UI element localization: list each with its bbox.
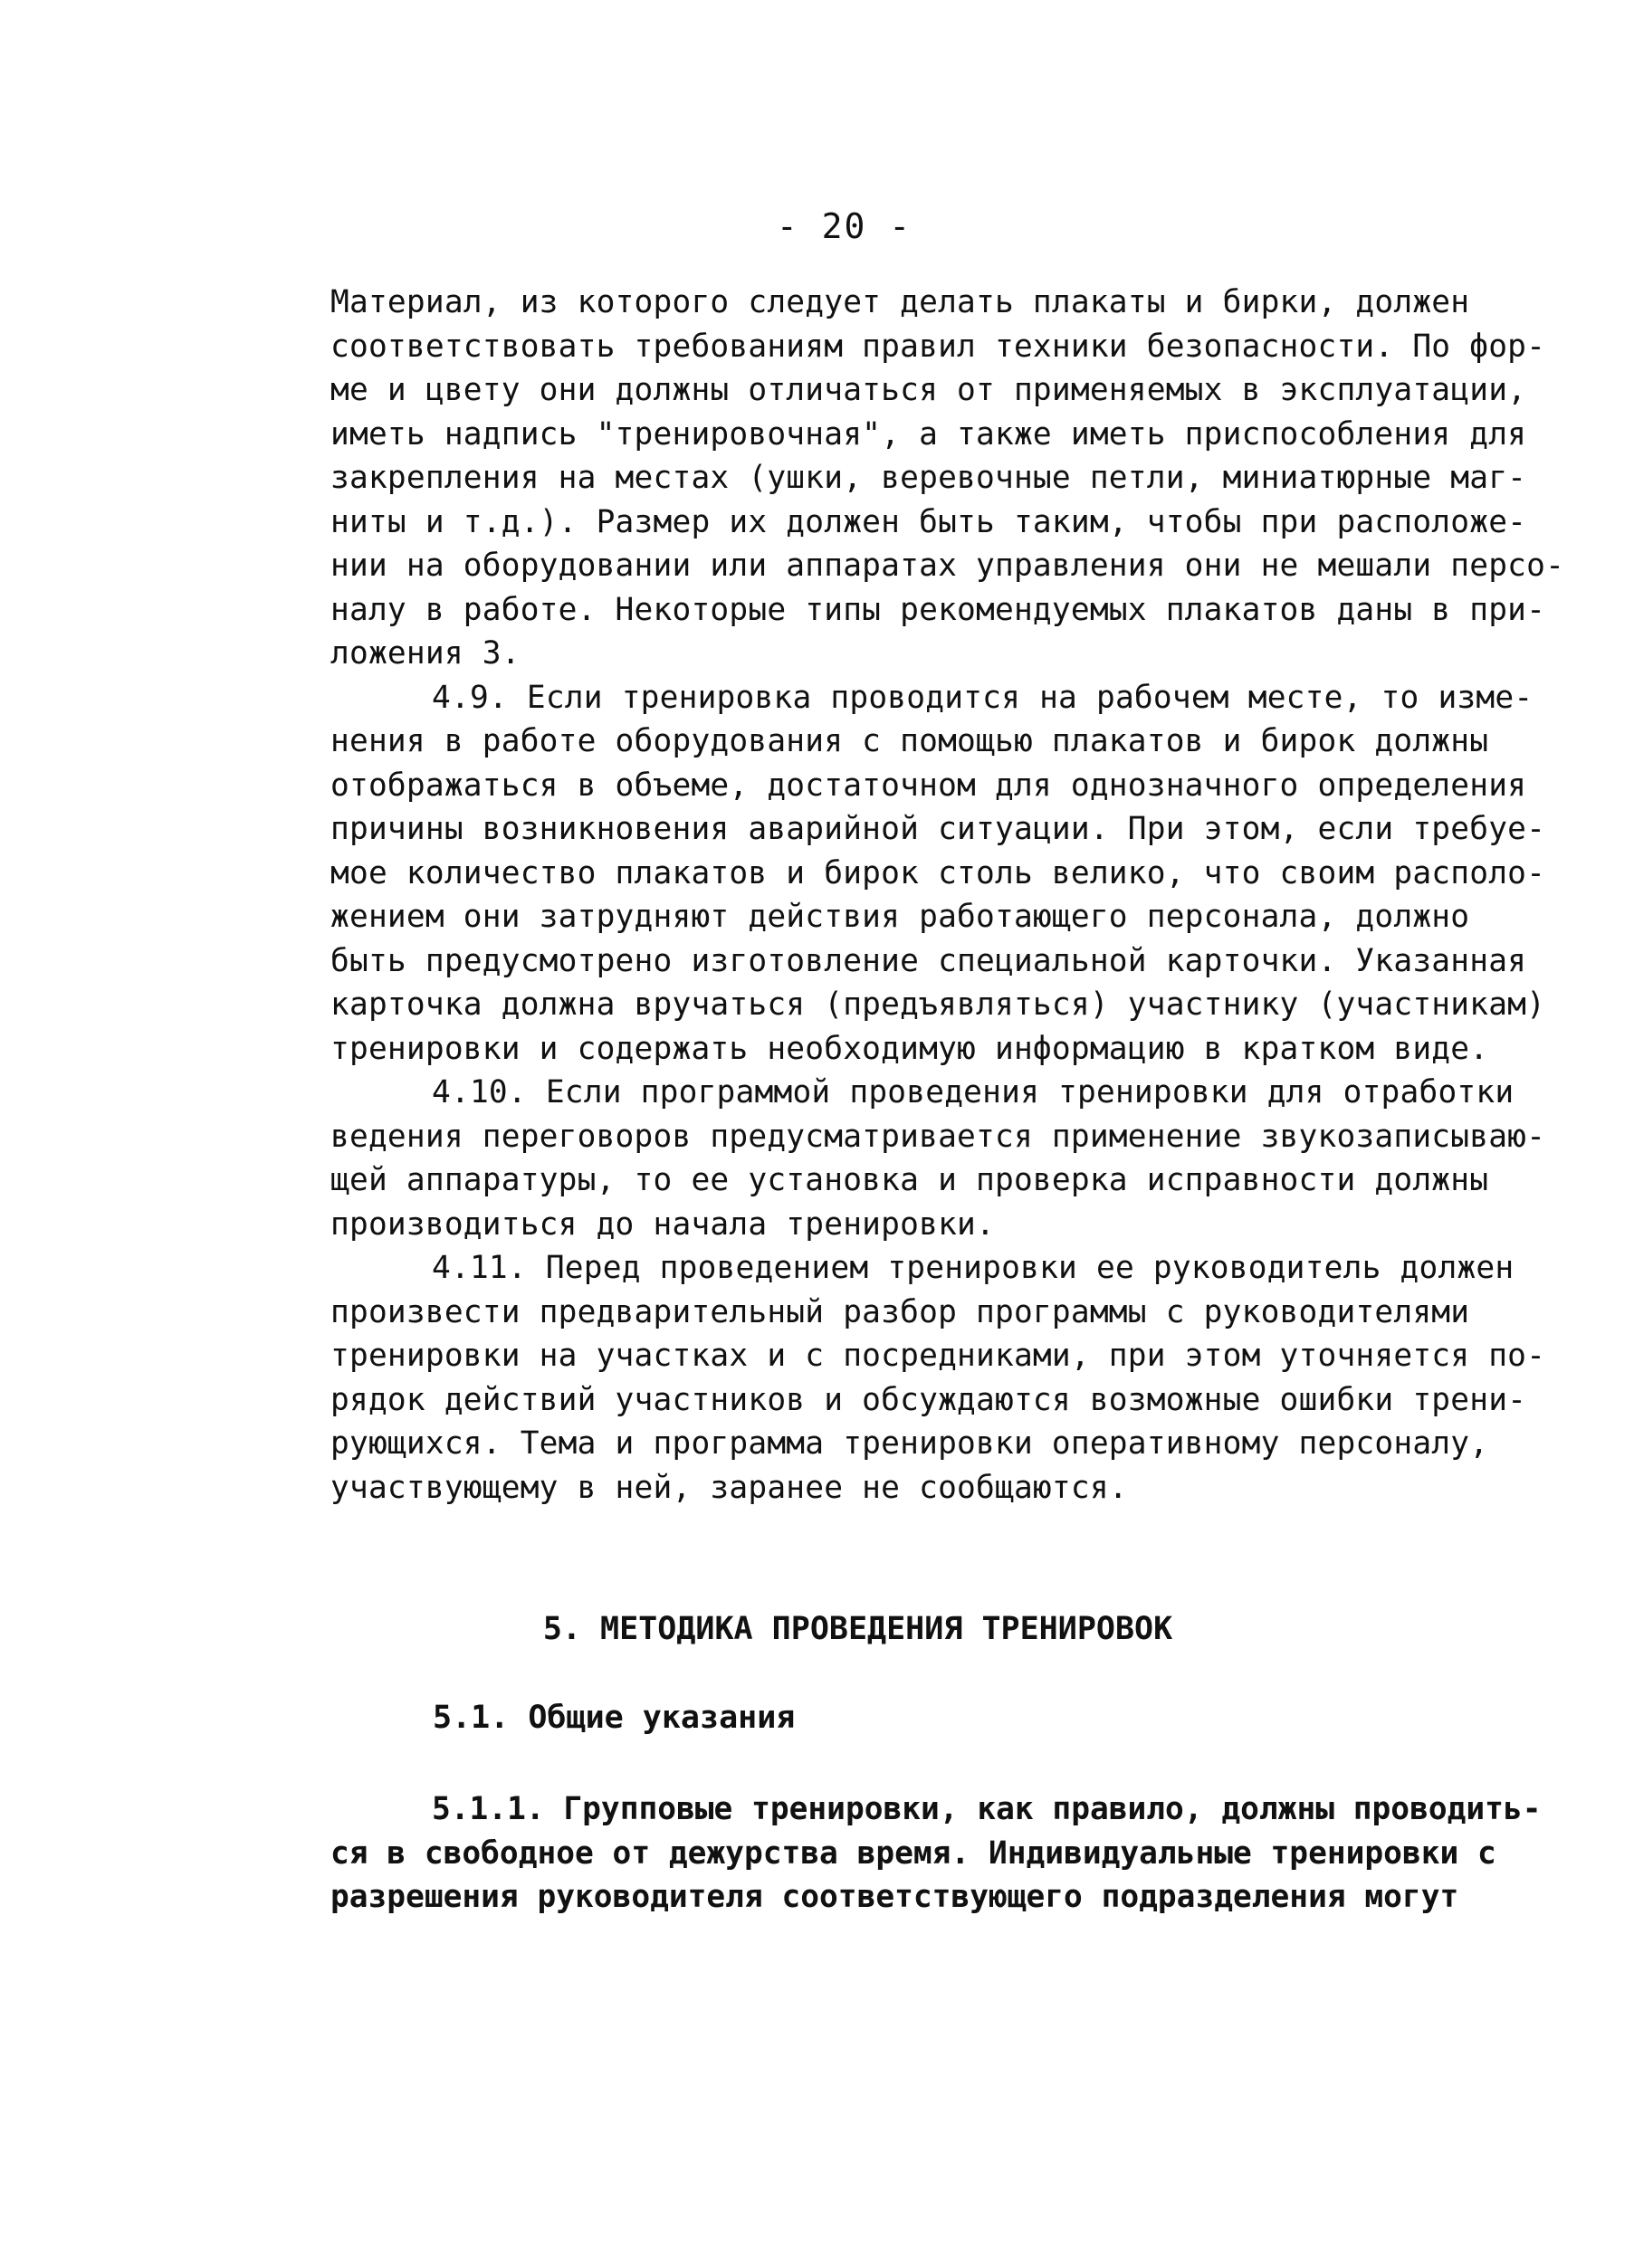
main-text-block (330, 281, 1565, 1510)
text-line: рующихся. Тема и программа тренировки оперативному персоналу, (330, 1425, 1489, 1462)
text-line: ниты и т.д.). Размер их должен быть таким, чтобы при расположе- (330, 503, 1527, 540)
text-line: причины возникновения аварийной ситуации. При этом, если требуе- (330, 811, 1546, 847)
text-line: ме и цвету они должны отличаться от применяемых в эксплуатации, (330, 372, 1527, 408)
text-line: рядок действий участников и обсуждаются возможные ошибки трени- (330, 1381, 1527, 1418)
paragraph-4-10 (330, 1071, 1546, 1246)
text-line: нения в работе оборудования с помощью плакатов и бирок должны (330, 723, 1489, 759)
text-line: карточка должна вручаться (предъявляться) участнику (участникам) (330, 986, 1546, 1023)
text-line: отображаться в объеме, достаточном для однозначного определения (330, 767, 1527, 804)
page-number: - 20 - (776, 206, 913, 246)
paragraph-continuation (330, 281, 1565, 676)
text-line: иметь надпись "тренировочная", а также иметь приспособления для (330, 415, 1527, 453)
subsection-heading: 5.1. Общие указания (433, 1700, 796, 1736)
text-line: произвести предварительный разбор программы с руководителями (330, 1293, 1470, 1330)
text-line: соответствовать требованиям правил техники безопасности. По фор- (330, 328, 1546, 365)
paragraph-5-1-1 (330, 1787, 1543, 1920)
text-line: Материал, из которого следует делать плакаты и бирки, должен (330, 284, 1470, 320)
text-line: быть предусмотрено изготовление специальной карточки. Указанная (330, 942, 1527, 979)
text-line: 4.10. Если программой проведения тренировки для отработки (432, 1074, 1515, 1110)
section-heading: 5. МЕТОДИКА ПРОВЕДЕНИЯ ТРЕНИРОВОК (542, 1611, 1173, 1647)
text-line: 5.1.1. Групповые тренировки, как правило, должны проводить- (432, 1791, 1542, 1827)
text-line: ведения переговоров предусматривается применение звукозаписываю- (330, 1118, 1546, 1155)
text-line: ложения 3. (330, 635, 521, 672)
text-line: жением они затрудняют действия работающего персонала, должно (330, 899, 1470, 935)
text-line: мое количество плакатов и бирок столь велико, что своим располо- (330, 854, 1546, 891)
text-line: разрешения руководителя соответствующего подразделения могут (330, 1879, 1459, 1915)
paragraph-4-9 (330, 676, 1546, 1072)
text-line: нии на оборудовании или аппаратах управления они не мешали персо- (330, 548, 1565, 584)
text-line: тренировки на участках и с посредниками, при этом уточняется по- (330, 1338, 1546, 1374)
text-line: щей аппаратуры, то ее установка и проверка исправности должны (330, 1162, 1489, 1198)
text-line: 4.9. Если тренировка проводится на рабочем месте, то изме- (432, 679, 1534, 716)
text-line: ся в свободное от дежурства время. Индивидуальные тренировки с (330, 1834, 1496, 1872)
text-line: 4.11. Перед проведением тренировки ее руководитель должен (432, 1250, 1515, 1286)
text-line: налу в работе. Некоторые типы рекомендуемых плакатов даны в при- (330, 591, 1546, 628)
text-line: участвующему в ней, заранее не сообщаются. (330, 1469, 1128, 1506)
paragraph-4-11 (330, 1246, 1546, 1510)
text-line: производиться до начала тренировки. (330, 1205, 995, 1243)
text-line: тренировки и содержать необходимую информацию в кратком виде. (330, 1030, 1489, 1067)
text-line: закрепления на местах (ушки, веревочные петли, миниатюрные маг- (330, 460, 1527, 496)
